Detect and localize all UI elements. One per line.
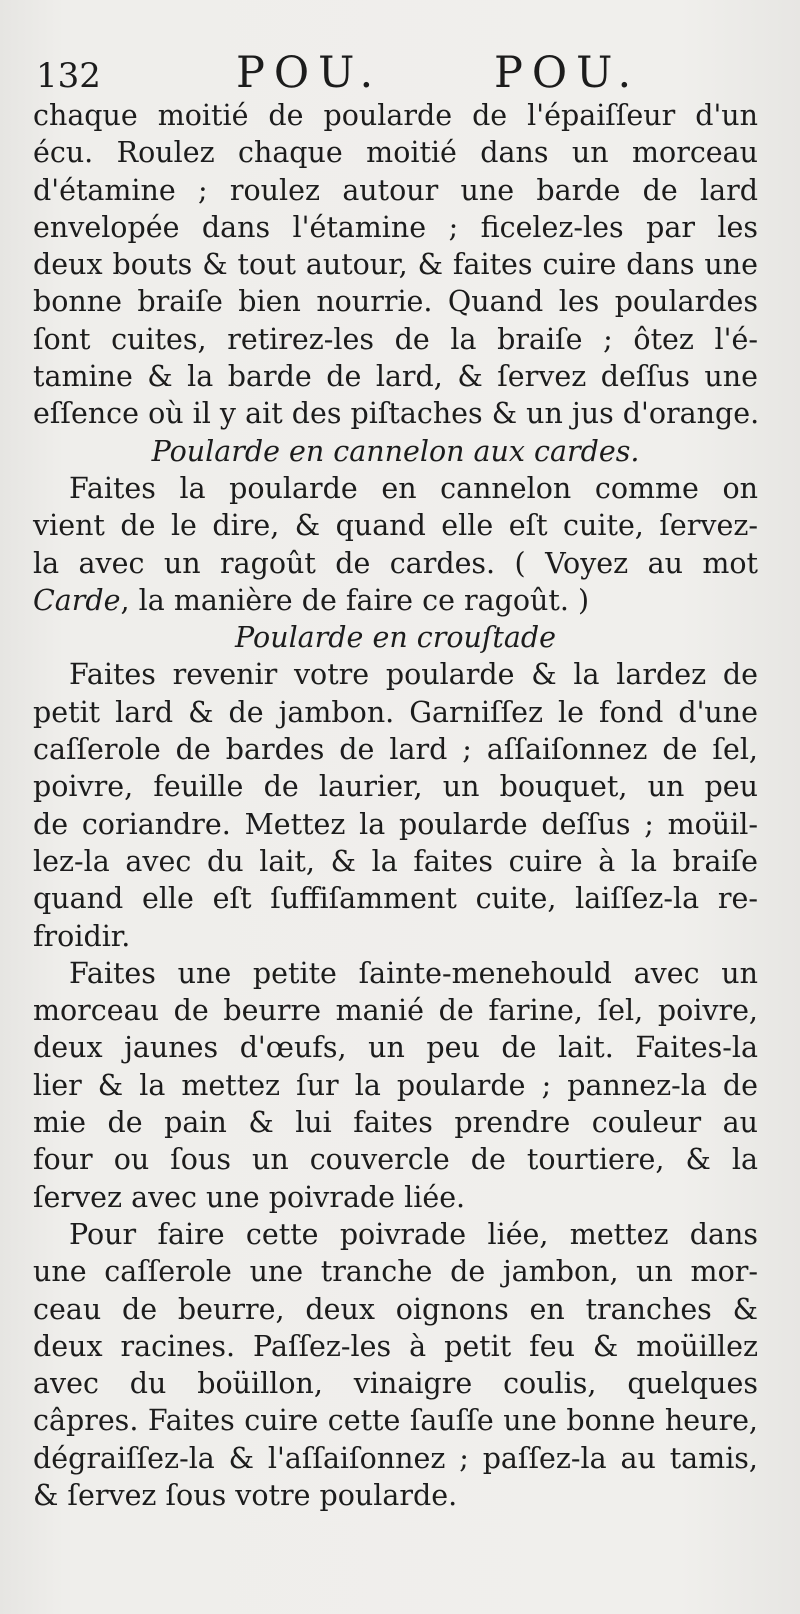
- text-line: froidir.: [33, 919, 131, 953]
- text-line: four ou ſous un couvercle de tourtiere, & la: [33, 1143, 758, 1177]
- text-line: tamine & la barde de lard, & ſervez deſſus une: [33, 360, 758, 394]
- text-line: & ſervez ſous votre poularde.: [33, 1478, 458, 1512]
- text-line: dégraiſſez-la & l'aſſaiſonnez ; paſſez-la au tamis,: [33, 1441, 758, 1475]
- text-line: vient de le dire, & quand elle eſt cuite, ſervez-: [33, 509, 758, 543]
- text-line: Faites une petite ſainte-menehould avec un: [69, 956, 758, 990]
- text-line: envelopée dans l'étamine ; ficelez-les par les: [33, 210, 758, 244]
- text-line: la avec un ragoût de cardes. ( Voyez au mot: [33, 546, 758, 580]
- text-line: caſſerole de bardes de lard ; aſſaiſonnez de ſel,: [33, 733, 758, 767]
- text-line: bonne braiſe bien nourrie. Quand les poulardes: [33, 285, 758, 319]
- text-line: ſervez avec une poivrade liée.: [33, 1180, 466, 1214]
- section-heading: Poularde en crouſtade: [235, 621, 556, 655]
- text-line: quand elle eſt ſuffiſamment cuite, laiſſez-la re-: [33, 882, 758, 916]
- text-line: deux jaunes d'œufs, un peu de lait. Faites-la: [33, 1031, 758, 1065]
- text-line: morceau de beurre manié de farine, ſel, poivre,: [33, 994, 758, 1028]
- running-head-left: POU.: [236, 48, 383, 98]
- page-number: 132: [36, 56, 101, 96]
- section-heading: Poularde en cannelon aux cardes.: [151, 434, 640, 468]
- cross-reference: Carde: [33, 583, 121, 617]
- text-line: mie de pain & lui faites prendre couleur au: [33, 1106, 758, 1140]
- text-line: d'étamine ; roulez autour une barde de lard: [33, 173, 758, 207]
- text-line: Faites la poularde en cannelon comme on: [69, 471, 758, 505]
- text-line: Faites revenir votre poularde & la lardez de: [69, 658, 758, 692]
- page-header: [36, 42, 766, 102]
- text-line: avec du boüillon, vinaigre coulis, quelques: [33, 1367, 758, 1401]
- text-line: lier & la mettez ſur la poularde ; pannez-la de: [33, 1068, 758, 1102]
- running-head-right: POU.: [494, 48, 641, 98]
- page-body: [33, 97, 758, 1514]
- text-line: de coriandre. Mettez la poularde deſſus ; moüil-: [33, 807, 758, 841]
- text-line: deux bouts & tout autour, & faites cuire dans une: [33, 248, 758, 282]
- text-line: lez-la avec du lait, & la faites cuire à la braiſe: [33, 844, 758, 878]
- text-line: poivre, feuille de laurier, un bouquet, un peu: [33, 770, 758, 804]
- text-line: eſſence où il y ait des piſtaches & un jus d'orange.: [33, 397, 760, 431]
- text-line: Pour faire cette poivrade liée, mettez dans: [69, 1217, 758, 1251]
- text-span: , la manière de faire ce ragoût. ): [120, 583, 590, 617]
- text-line: [33, 582, 758, 619]
- text-line: chaque moitié de poularde de l'épaiſſeur d'un: [33, 99, 758, 132]
- text-line: une caſſerole une tranche de jambon, un mor-: [33, 1255, 758, 1289]
- text-line: deux racines. Paſſez-les à petit feu & moüillez: [33, 1329, 758, 1363]
- text-line: câpres. Faites cuire cette ſauſſe une bonne heure,: [33, 1404, 758, 1438]
- text-line: ceau de beurre, deux oignons en tranches &: [33, 1292, 758, 1326]
- text-line: ſont cuites, retirez-les de la braiſe ; ôtez l'é-: [33, 322, 758, 356]
- text-line: petit lard & de jambon. Garniſſez le fond d'une: [33, 695, 758, 729]
- text-line: écu. Roulez chaque moitié dans un morceau: [33, 136, 758, 170]
